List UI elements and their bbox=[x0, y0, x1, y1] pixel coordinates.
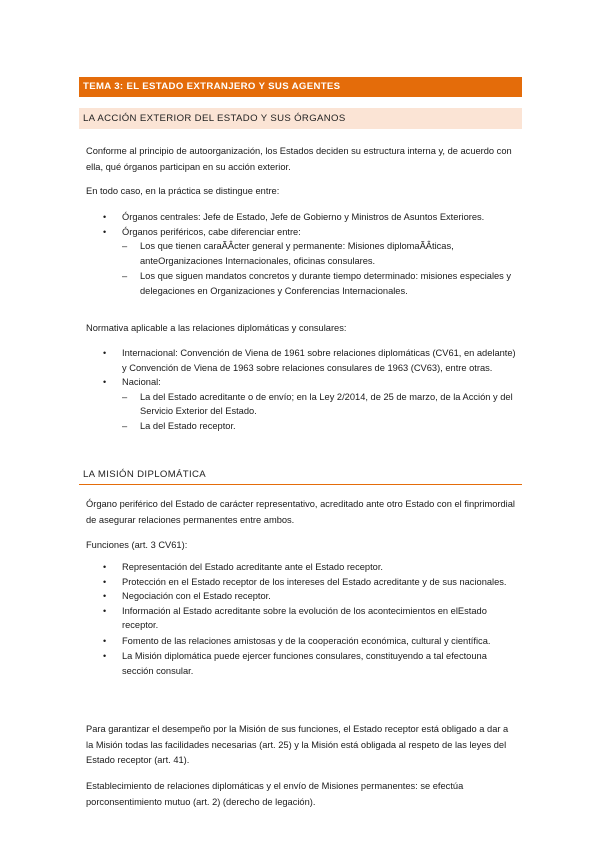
paragraph-autoorganizacion: Conforme al principio de autoorganización, los Estados deciden su estructura interna y, de acuerdo con ella, qué órganos participan en su acción exterior. bbox=[86, 146, 512, 172]
list-item-negociacion: • Negociación con el Estado receptor. bbox=[86, 589, 516, 604]
organos-list bbox=[86, 210, 516, 298]
perifericos-sublist bbox=[122, 239, 516, 298]
sublist-item-receptor: – La del Estado receptor. bbox=[122, 419, 516, 434]
nacional-sublist bbox=[122, 390, 516, 434]
bullet-icon: • bbox=[103, 562, 107, 572]
paragraph-facilidades: Para garantizar el desempeño por la Misión de sus funciones, el Estado receptor está obligado a dar a la Misión todas las facilidades necesarias (art. 25) y la Misión está obligada al respeto de las leyes del Estado receptor (art. 41). bbox=[86, 724, 509, 765]
paragraph-normativa: Normativa aplicable a las relaciones diplomáticas y consulares: bbox=[86, 323, 347, 333]
bullet-icon: • bbox=[103, 348, 107, 358]
paragraph-definicion: Órgano periférico del Estado de carácter representativo, acreditado ante otro Estado con el finprimordial de asegurar relaciones permanentes entre ambos. bbox=[86, 499, 515, 525]
list-item-internacional: • Internacional: Convención de Viena de 1961 sobre relaciones diplomáticas (CV61, en adelante) y Convención de Viena de 1963 sobre relaciones consulares de 1963 (CV63), entre otras. bbox=[103, 348, 516, 373]
dash-icon: – bbox=[122, 271, 128, 281]
list-item-nacional: • Nacional: – La del Estado acreditante o de envío; en la Ley 2/2014, de 25 de marzo, de la Acción y del Servicio Exterior del Estado. – La del Estado receptor. bbox=[86, 375, 516, 433]
dash-icon: – bbox=[122, 420, 128, 431]
list-item-organos-perifericos: • Órganos periféricos, cabe diferenciar entre: – Los que tienen caraÃÂcter general y permanente: Misiones diplomaÃÂticas, anteOrganizaciones Internacionales, oficinas consulares. – Los que siguen mandatos concretos y durante tiempo determinado: misiones especiales y delegaciones en Organizaciones y Conferencias Internacionales. bbox=[86, 225, 516, 299]
list-item-funciones-consulares: • La Misión diplomática puede ejercer funciones consulares, constituyendo a tal efectouna sección consular. bbox=[103, 651, 487, 676]
dash-icon: – bbox=[122, 391, 128, 402]
sublist-item-mandatos: – Los que siguen mandatos concretos y durante tiempo determinado: misiones especiales y delegaciones en Organizaciones y Conferencias Internacionales. bbox=[122, 271, 512, 296]
paragraph-funciones: Funciones (art. 3 CV61): bbox=[86, 540, 188, 550]
sublist-item-acreditante: – La del Estado acreditante o de envío; en la Ley 2/2014, de 25 de marzo, de la Acción y del Servicio Exterior del Estado. bbox=[122, 391, 513, 416]
bullet-icon: • bbox=[103, 212, 107, 222]
list-item-proteccion: • Protección en el Estado receptor de los intereses del Estado acreditante y de sus nacionales. bbox=[86, 575, 516, 590]
bullet-icon: • bbox=[103, 226, 107, 237]
bullet-icon: • bbox=[103, 605, 107, 616]
list-item-fomento: • Fomento de las relaciones amistosas y de la cooperación económica, cultural y científica. bbox=[86, 634, 516, 649]
paragraph-distincion: En todo caso, en la práctica se distingue entre: bbox=[86, 186, 280, 196]
normativa-list bbox=[86, 346, 516, 433]
topic-heading: TEMA 3: EL ESTADO EXTRANJERO Y SUS AGENTES bbox=[79, 77, 522, 97]
list-item-informacion: • Información al Estado acreditante sobre la evolución de los acontecimientos en elEstado receptor. bbox=[103, 605, 487, 630]
dash-icon: – bbox=[122, 241, 128, 251]
paragraph-establecimiento: Establecimiento de relaciones diplomáticas y el envío de Misiones permanentes: se efectúa porconsentimiento mutuo (art. 2) (derecho de legación). bbox=[86, 781, 464, 807]
bullet-icon: • bbox=[103, 651, 107, 661]
sublist-item-general: – Los que tienen caraÃÂcter general y permanente: Misiones diplomaÃÂticas, anteOrganizaciones Internacionales, oficinas consulares. bbox=[122, 241, 454, 266]
section-heading-mision-diplomatica: LA MISIÓN DIPLOMÁTICA bbox=[79, 465, 522, 485]
bullet-icon: • bbox=[103, 576, 107, 587]
funciones-list bbox=[86, 560, 516, 678]
section-heading-accion-exterior: LA ACCIÓN EXTERIOR DEL ESTADO Y SUS ÓRGANOS bbox=[79, 108, 522, 129]
list-item-representacion: • Representación del Estado acreditante ante el Estado receptor. bbox=[86, 560, 516, 575]
list-item-organos-centrales: • Órganos centrales: Jefe de Estado, Jefe de Gobierno y Ministros de Asuntos Exteriores. bbox=[86, 210, 516, 225]
bullet-icon: • bbox=[103, 635, 107, 646]
bullet-icon: • bbox=[103, 377, 107, 387]
bullet-icon: • bbox=[103, 591, 107, 601]
